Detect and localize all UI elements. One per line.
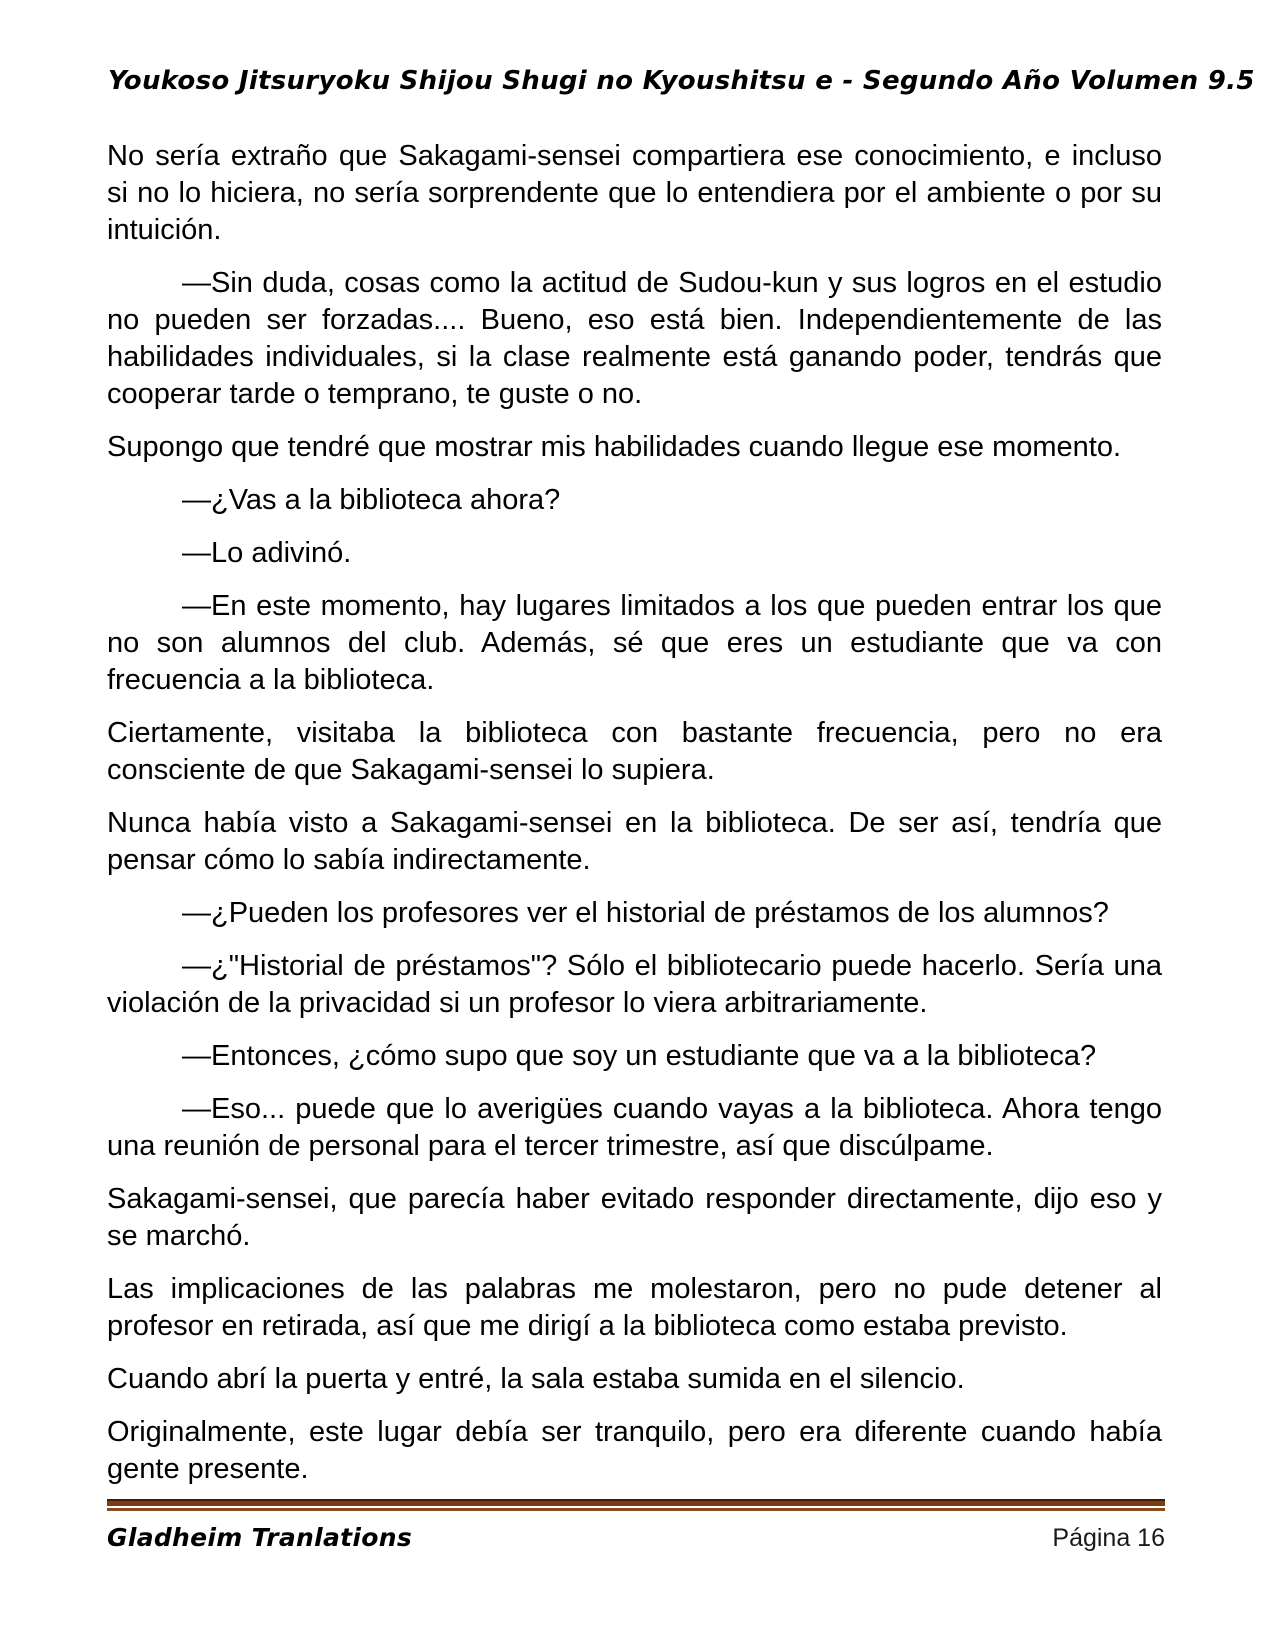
paragraph-14: Las implicaciones de las palabras me molestaron, pero no pude detener al profesor en retirada, así que me dirigí a la biblioteca como estaba previsto. xyxy=(107,1273,1162,1342)
paragraph-2: —Sin duda, cosas como la actitud de Sudou-kun y sus logros en el estudio no pueden ser forzadas.... Bueno, eso está bien. Independientemente de las habilidades individuales, si la clase realmente está ganando poder, tendrás que cooperar tarde o temprano, te guste o no. xyxy=(107,267,1162,410)
paragraph-11: —Entonces, ¿cómo supo que soy un estudiante que va a la biblioteca? xyxy=(182,1040,1097,1072)
page-footer xyxy=(107,1499,1165,1553)
page-header xyxy=(108,66,1255,96)
paragraph-16: Originalmente, este lugar debía ser tranquilo, pero era diferente cuando había gente presente. xyxy=(107,1416,1162,1485)
paragraph-8: Nunca había visto a Sakagami-sensei en la biblioteca. De ser así, tendría que pensar cómo lo sabía indirectamente. xyxy=(107,807,1162,876)
paragraph-5: —Lo adivinó. xyxy=(182,537,352,569)
document-title: Youkoso Jitsuryoku Shijou Shugi no Kyoushitsu e - Segundo Año Volumen 9.5 xyxy=(108,66,1255,96)
paragraph-15: Cuando abrí la puerta y entré, la sala estaba sumida en el silencio. xyxy=(107,1363,965,1395)
page-body xyxy=(107,138,1162,1504)
paragraph-10: —¿"Historial de préstamos"? Sólo el bibliotecario puede hacerlo. Sería una violación de la privacidad si un profesor lo viera arbitrariamente. xyxy=(107,950,1162,1019)
paragraph-1: No sería extraño que Sakagami-sensei compartiera ese conocimiento, e incluso si no lo hiciera, no sería sorprendente que lo entendiera por el ambiente o por su intuición. xyxy=(107,140,1162,246)
paragraph-13: Sakagami-sensei, que parecía haber evitado responder directamente, dijo eso y se marchó. xyxy=(107,1183,1162,1252)
paragraph-3: Supongo que tendré que mostrar mis habilidades cuando llegue ese momento. xyxy=(107,431,1122,463)
footer-rule-thin xyxy=(107,1508,1165,1511)
paragraph-7: Ciertamente, visitaba la biblioteca con bastante frecuencia, pero no era consciente de que Sakagami-sensei lo supiera. xyxy=(107,717,1162,786)
paragraph-6: —En este momento, hay lugares limitados a los que pueden entrar los que no son alumnos del club. Además, sé que eres un estudiante que va con frecuencia a la biblioteca. xyxy=(107,590,1162,696)
footer-rule-thick xyxy=(107,1499,1165,1506)
page-number: Página 16 xyxy=(1052,1524,1165,1552)
paragraph-4: —¿Vas a la biblioteca ahora? xyxy=(182,484,561,516)
paragraph-12: —Eso... puede que lo averigües cuando vayas a la biblioteca. Ahora tengo una reunión de personal para el tercer trimestre, así que discúlpame. xyxy=(107,1093,1162,1162)
translator-credit: Gladheim Tranlations xyxy=(107,1523,413,1552)
paragraph-9: —¿Pueden los profesores ver el historial de préstamos de los alumnos? xyxy=(182,897,1109,929)
